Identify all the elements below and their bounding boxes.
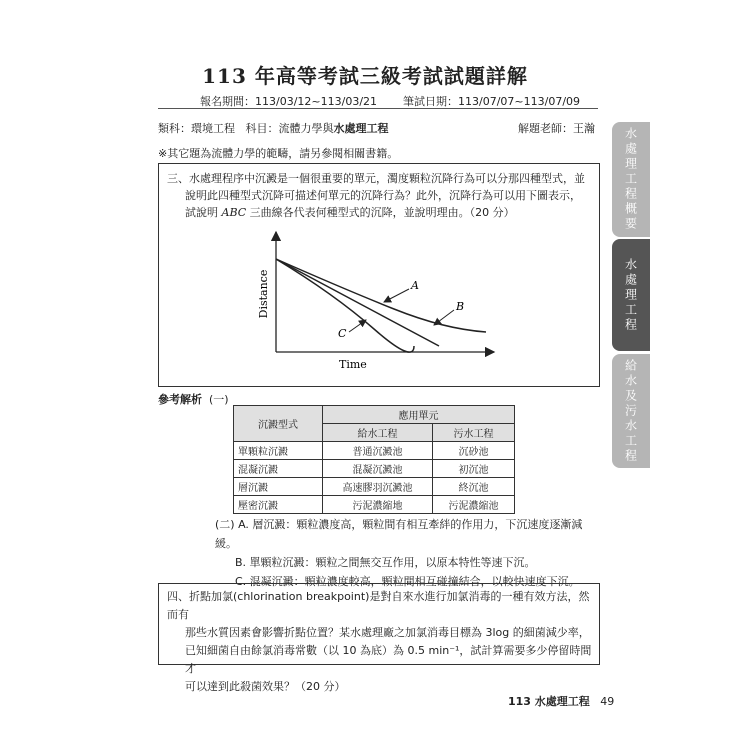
page-footer <box>508 693 614 709</box>
question-4-text <box>167 588 595 696</box>
page-number: 49 <box>600 695 615 708</box>
category: 類科：環境工程 <box>158 122 235 135</box>
table-cell: 壓密沉澱 <box>234 496 323 514</box>
answer-c: C. 混凝沉澱：顆粒濃度較高，顆粒間相互碰撞結合，以較快速度下沉。 <box>235 575 580 588</box>
table-cell: 污泥濃縮池 <box>432 496 514 514</box>
col-type-header: 沉澱型式 <box>234 406 323 442</box>
page-title: 113 年高等考試三級考試試題詳解 <box>202 64 528 88</box>
x-axis-label: Time <box>339 358 367 371</box>
answer-b: B. 單顆粒沉澱：顆粒之間無交互作用，以原本特性等速下沉。 <box>235 556 536 569</box>
exam-date: 筆試日期：113/07/07~113/07/09 <box>403 95 581 108</box>
analysis-heading-line <box>158 391 229 407</box>
table-row <box>234 478 515 496</box>
subject-prefix: 科目：流體力學與 <box>245 122 334 135</box>
col-sewage-header: 污水工程 <box>432 424 514 442</box>
side-tab-water-sewage[interactable] <box>612 354 650 468</box>
abc-italic: ABC <box>221 206 247 219</box>
arrow-b <box>434 310 454 325</box>
table-cell: 終沉池 <box>432 478 514 496</box>
table-row <box>234 442 515 460</box>
curve-a <box>276 259 486 332</box>
question-3-text <box>167 170 595 221</box>
table-cell: 高速膠羽沉澱池 <box>323 478 433 496</box>
table-cell: 單顆粒沉澱 <box>234 442 323 460</box>
arrow-c <box>349 320 366 332</box>
question-3-line1: 三、水處理程序中沉澱是一個很重要的單元，濁度顆粒沉降行為可以分那四種型式，並 <box>167 172 585 185</box>
answer-a: (二) A. 層沉澱：顆粒濃度高，顆粒間有相互牽絆的作用力，下沉速度逐漸減緩。 <box>215 518 583 550</box>
y-axis-label: Distance <box>257 269 270 319</box>
settling-table <box>233 405 515 514</box>
table-row <box>234 460 515 478</box>
meta-line <box>158 120 389 136</box>
table-cell: 混凝沉澱池 <box>323 460 433 478</box>
side-tab-overview[interactable] <box>612 122 650 237</box>
table-cell: 混凝沉澱 <box>234 460 323 478</box>
label-a: A <box>411 279 419 292</box>
side-tab-overview-label: 水處理工程概要 <box>623 127 638 232</box>
note: ※其它題為流體力學的範疇，請另參閱相關書籍。 <box>158 147 399 160</box>
table-cell: 層沉澱 <box>234 478 323 496</box>
side-tab-water-treatment-label: 水處理工程 <box>623 257 638 333</box>
arrow-a <box>384 289 409 302</box>
label-b: B <box>456 300 465 313</box>
label-c: C <box>338 327 347 340</box>
col-water-header: 給水工程 <box>323 424 433 442</box>
question-4-box <box>158 583 600 693</box>
teacher: 解題老師：王瀚 <box>518 122 595 135</box>
table-row <box>234 496 515 514</box>
side-tab-water-treatment[interactable] <box>612 239 650 351</box>
question-3-line2: 說明此四種型式沉降可描述何單元的沉降行為？此外，沉降行為可以用下圖表示， <box>185 189 581 202</box>
table-cell: 初沉池 <box>432 460 514 478</box>
table-cell: 普通沉澱池 <box>323 442 433 460</box>
side-tab-water-sewage-label: 給水及污水工程 <box>623 358 638 464</box>
exam-dates-line <box>200 93 606 109</box>
curve-b <box>276 259 439 346</box>
registration-period: 報名期間：113/03/12~113/03/21 <box>200 95 378 108</box>
subject-bold: 水處理工程 <box>333 122 389 135</box>
footer-book: 113 水處理工程 <box>508 695 590 708</box>
question-4-line4: 可以達到此殺菌效果？（20 分） <box>185 680 346 693</box>
question-4-line3: 已知細菌自由餘氯消毒常數（以 10 為底）為 0.5 min⁻¹，試計算需要多少停留時間才 <box>185 644 592 675</box>
col-group-header: 應用單元 <box>323 406 515 424</box>
question-3-box <box>158 163 600 387</box>
analysis-part1: (一) <box>209 393 229 406</box>
table-cell: 沉砂池 <box>432 442 514 460</box>
table-cell: 污泥濃縮地 <box>323 496 433 514</box>
analysis-part2 <box>215 515 595 591</box>
settling-graph <box>254 224 504 379</box>
question-3-line3: 試說明 ABC 三曲線各代表何種型式的沉降，並說明理由。（20 分） <box>185 206 515 219</box>
question-4-line1: 四、折點加氯(chlorination breakpoint)是對自來水進行加氯消毒的一種有效方法，然而有 <box>167 590 590 621</box>
question-4-line2: 那些水質因素會影響折點位置？某水處理廠之加氯消毒目標為 3log 的細菌減少率， <box>185 626 590 639</box>
header-rule <box>158 108 598 109</box>
analysis-heading: 參考解析 <box>158 393 202 406</box>
